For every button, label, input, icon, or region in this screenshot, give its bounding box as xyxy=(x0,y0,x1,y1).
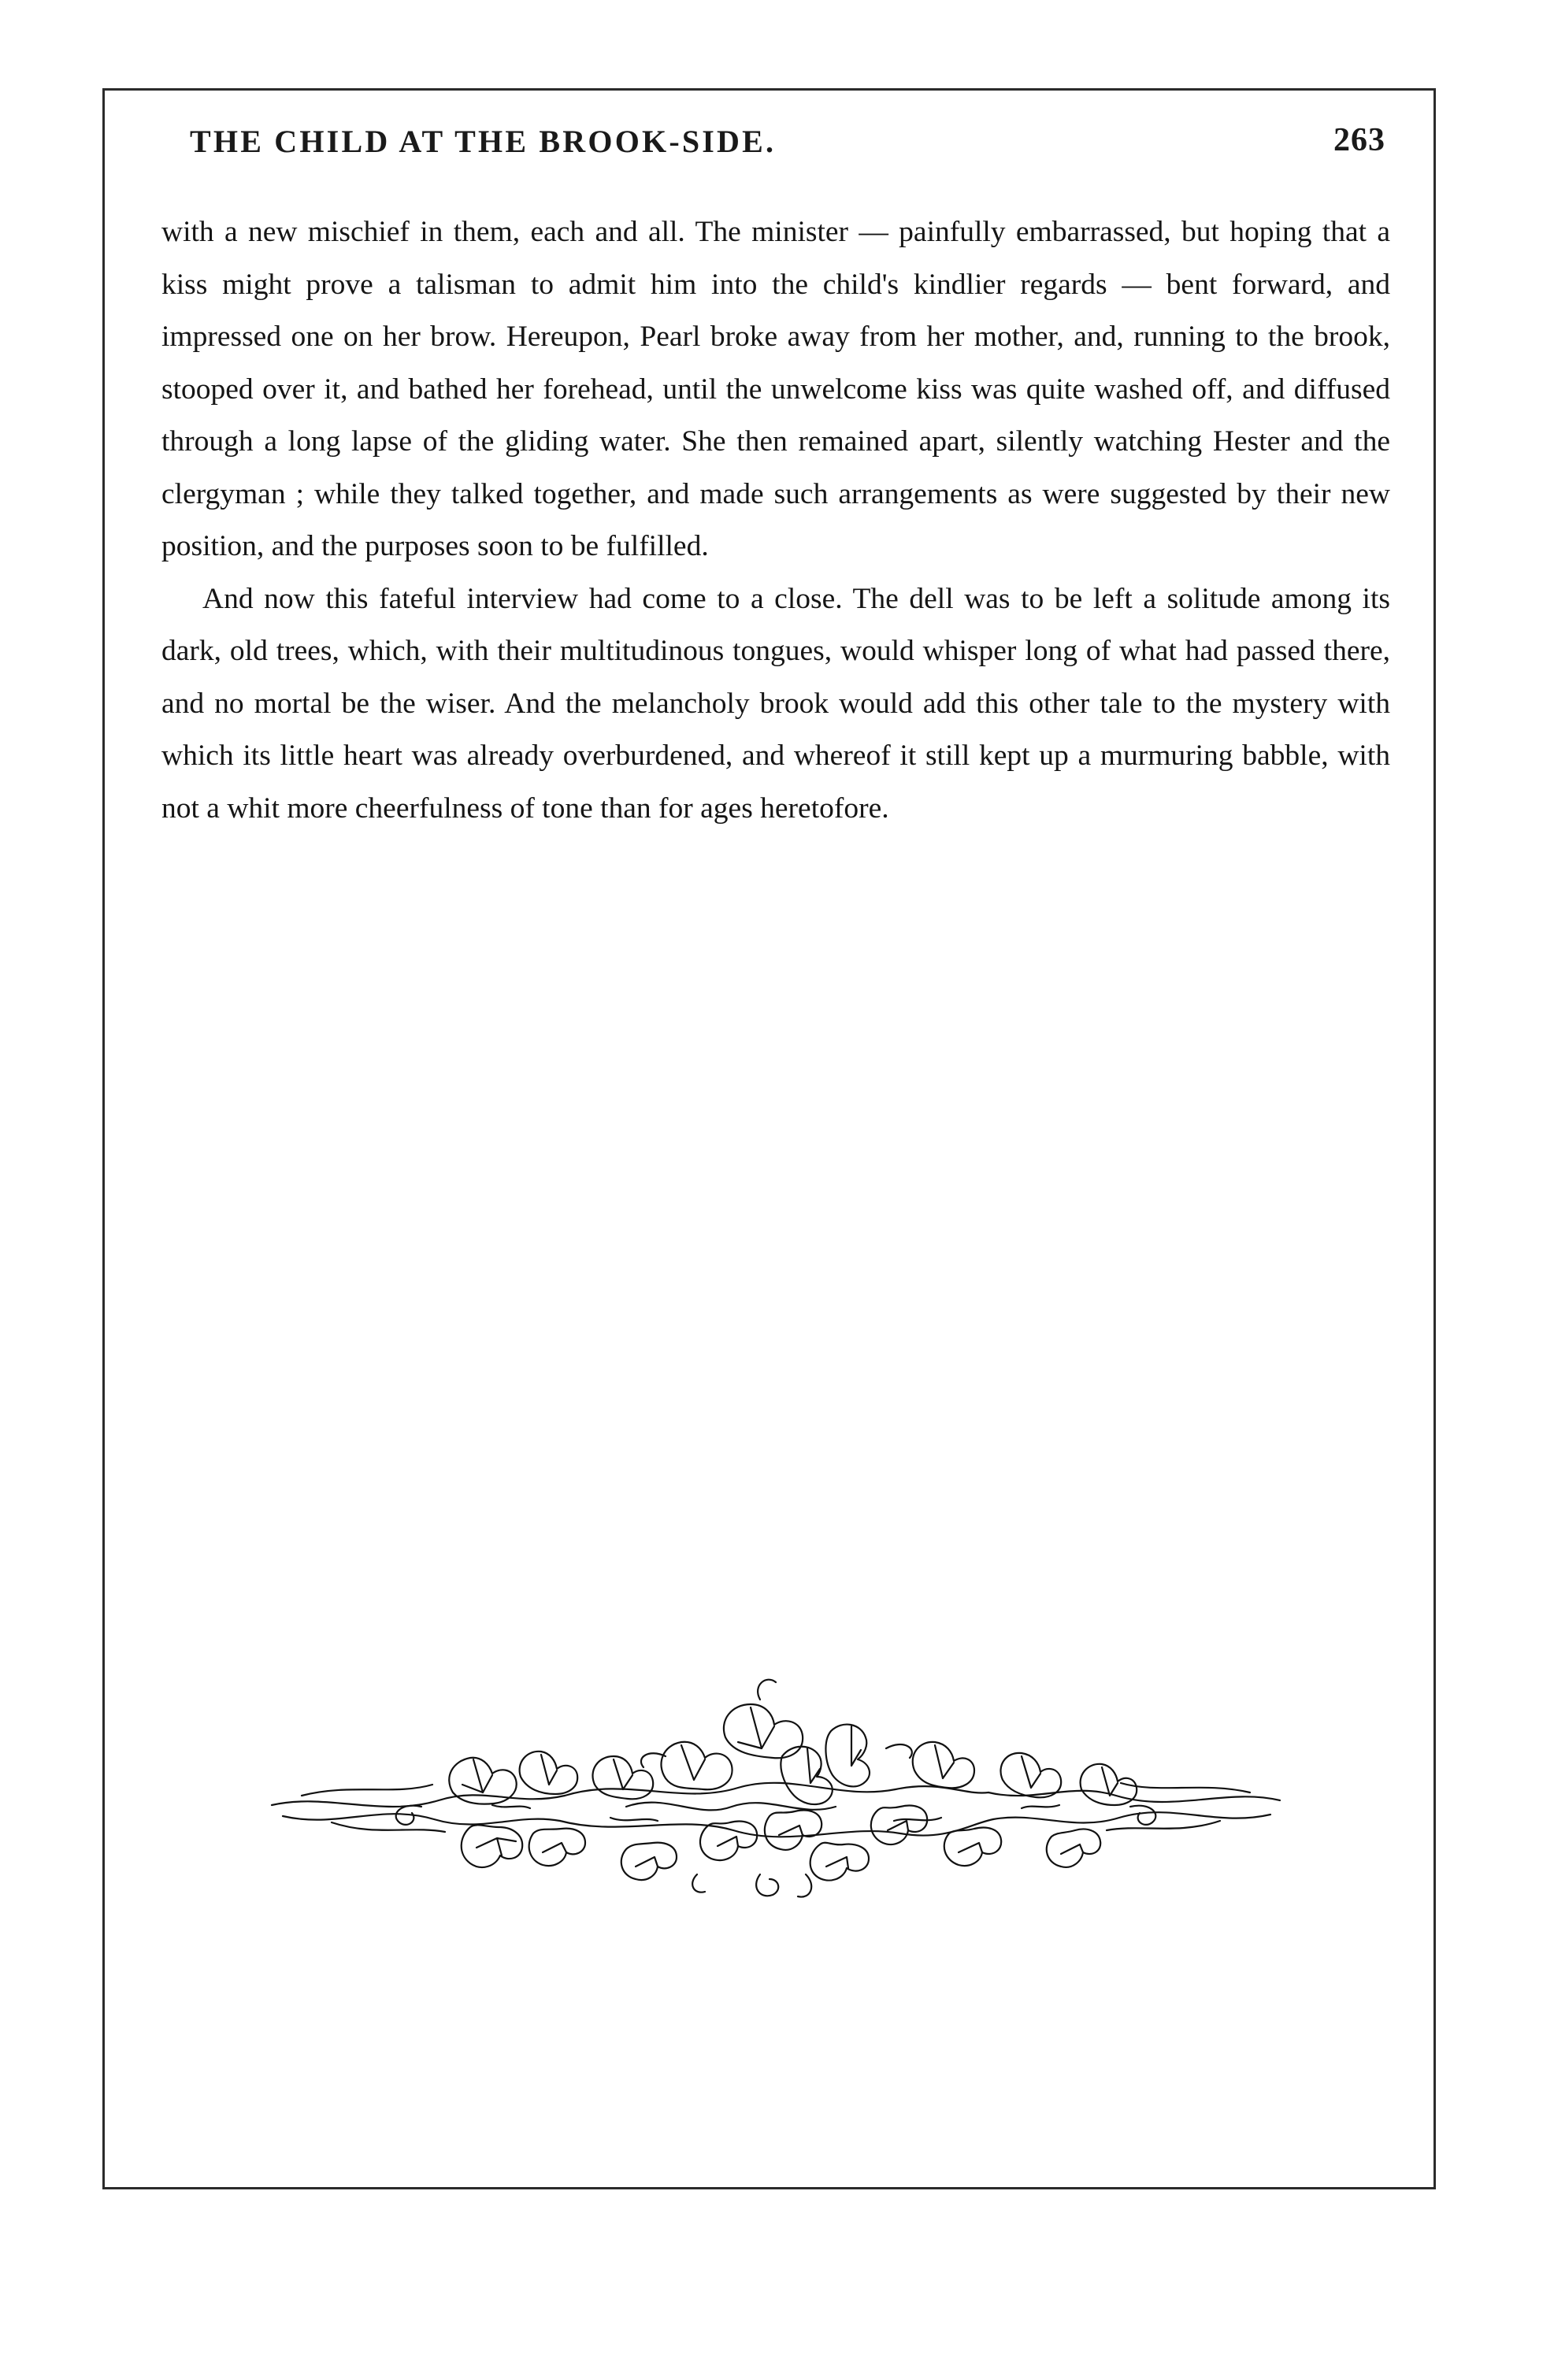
page-content xyxy=(161,118,1390,2166)
body-text xyxy=(161,206,1390,835)
paragraph-2: And now this fateful interview had come to a close. The dell was to be left a solitude among its dark, old trees, which, with their multitudinous tongues, would whisper long of what had passed there, and no mortal be the wiser. And the melancholy brook would add this other tale to the mystery with which its little heart was already overburdened, and whereof it still kept up a murmuring babble, with not a whit more cheerfulness of tone than for ages heretofore. xyxy=(161,582,1390,825)
running-head: THE CHILD AT THE BROOK-SIDE. xyxy=(190,124,777,159)
ivy-vine-ornament-icon xyxy=(256,1638,1296,1937)
paragraph-1: with a new mischief in them, each and all. The minister — painfully embarrassed, but hoping that a kiss might prove a talisman to admit him into the child's kindlier regards — bent forward, and impressed one on her brow. Hereupon, Pearl broke away from her mother, and, running to the brook, stooped over it, and bathed her forehead, until the unwelcome kiss was quite washed off, and diffused through a long lapse of the gliding water. She then remained apart, silently watching Hester and the clergyman ; while they talked together, and made such arrangements as were suggested by their new position, and the purposes soon to be fulfilled. xyxy=(161,216,1390,562)
page-number: 263 xyxy=(1333,122,1385,158)
page-header xyxy=(161,118,1390,186)
